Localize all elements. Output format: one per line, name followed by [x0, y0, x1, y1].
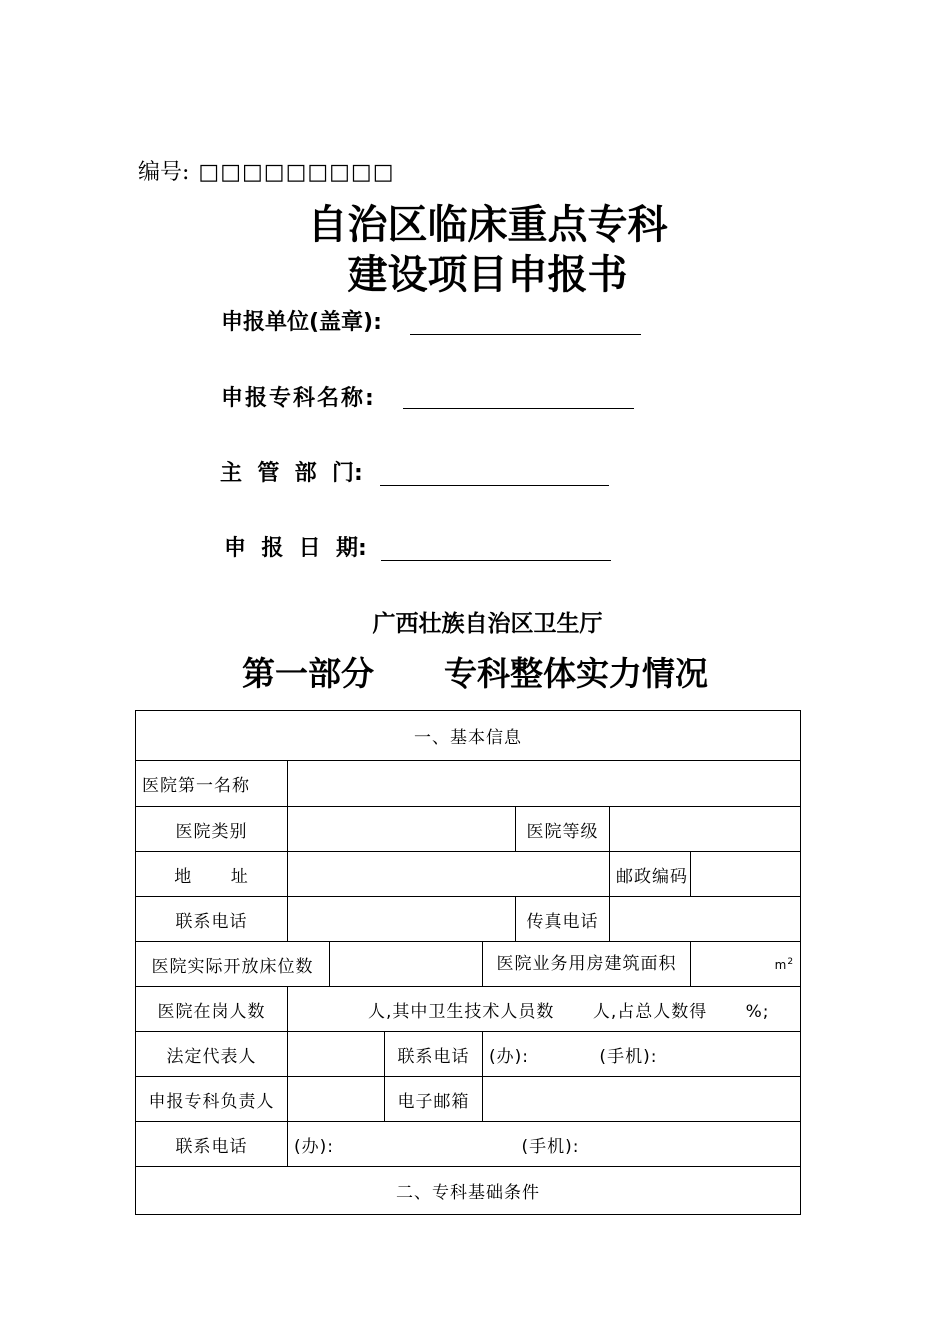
area-unit: m [774, 957, 788, 972]
legal-rep-input[interactable] [288, 1032, 385, 1077]
phone-label: 联系电话 [136, 897, 288, 942]
serial-label: 编号: [138, 160, 190, 185]
dept-head-label: 申报专科负责人 [136, 1077, 288, 1122]
hospital-name-label: 医院第一名称 [136, 761, 288, 807]
fax-label: 传真电话 [516, 897, 610, 942]
field-specialty-label: 申报专科名称: [221, 386, 376, 411]
staff-label: 医院在岗人数 [136, 987, 288, 1032]
section-specialty-basis: 二、专科基础条件 [136, 1167, 801, 1215]
part-heading [242, 652, 708, 696]
contact-phone-label: 联系电话 [136, 1122, 288, 1167]
part-number: 第一部分 [242, 654, 374, 693]
beds-input[interactable] [330, 942, 483, 987]
rep-phone-label: 联系电话 [385, 1032, 483, 1077]
contact-office-input[interactable]: (办): [288, 1122, 516, 1167]
hospital-name-input[interactable] [288, 761, 801, 807]
beds-label: 医院实际开放床位数 [136, 942, 330, 987]
area-unit-sup: 2 [787, 956, 795, 967]
part-title: 专科整体实力情况 [444, 654, 708, 693]
contact-mobile-input[interactable]: (手机): [516, 1122, 801, 1167]
hospital-grade-label: 医院等级 [516, 807, 610, 852]
email-label: 电子邮箱 [385, 1077, 483, 1122]
basic-info-table [135, 710, 801, 1215]
document-title-line1: 自治区临床重点专科 [307, 202, 668, 248]
document-title-line2: 建设项目申报书 [347, 252, 628, 298]
building-area-input[interactable] [691, 942, 801, 987]
phone-input[interactable] [288, 897, 516, 942]
issuing-agency: 广西壮族自治区卫生厅 [372, 611, 603, 637]
field-date-label: 申 报 日 期: [224, 536, 367, 561]
serial-boxes[interactable]: □□□□□□□□□ [198, 160, 395, 185]
email-input[interactable] [483, 1077, 801, 1122]
dept-head-input[interactable] [288, 1077, 385, 1122]
hospital-grade-input[interactable] [610, 807, 801, 852]
postal-code-label: 邮政编码 [610, 852, 691, 897]
hospital-type-label: 医院类别 [136, 807, 288, 852]
rep-phone-input[interactable]: (办): (手机): [483, 1032, 801, 1077]
serial-number [138, 158, 395, 188]
legal-rep-label: 法定代表人 [136, 1032, 288, 1077]
postal-code-input[interactable] [691, 852, 801, 897]
field-applicant-label: 申报单位(盖章): [221, 310, 382, 335]
section-basic-info: 一、基本信息 [136, 711, 801, 761]
staff-detail[interactable]: 人,其中卫生技术人员数 人,占总人数得 %; [288, 987, 801, 1032]
field-applicant-line[interactable] [410, 334, 641, 335]
building-area-label: 医院业务用房建筑面积 [483, 942, 691, 987]
hospital-type-input[interactable] [288, 807, 516, 852]
field-authority-line[interactable] [380, 485, 609, 486]
field-authority-label: 主 管 部 门: [220, 461, 363, 486]
field-date-line[interactable] [381, 560, 611, 561]
address-input[interactable] [288, 852, 610, 897]
field-specialty-line[interactable] [403, 408, 634, 409]
address-label: 地 址 [136, 852, 288, 897]
fax-input[interactable] [610, 897, 801, 942]
